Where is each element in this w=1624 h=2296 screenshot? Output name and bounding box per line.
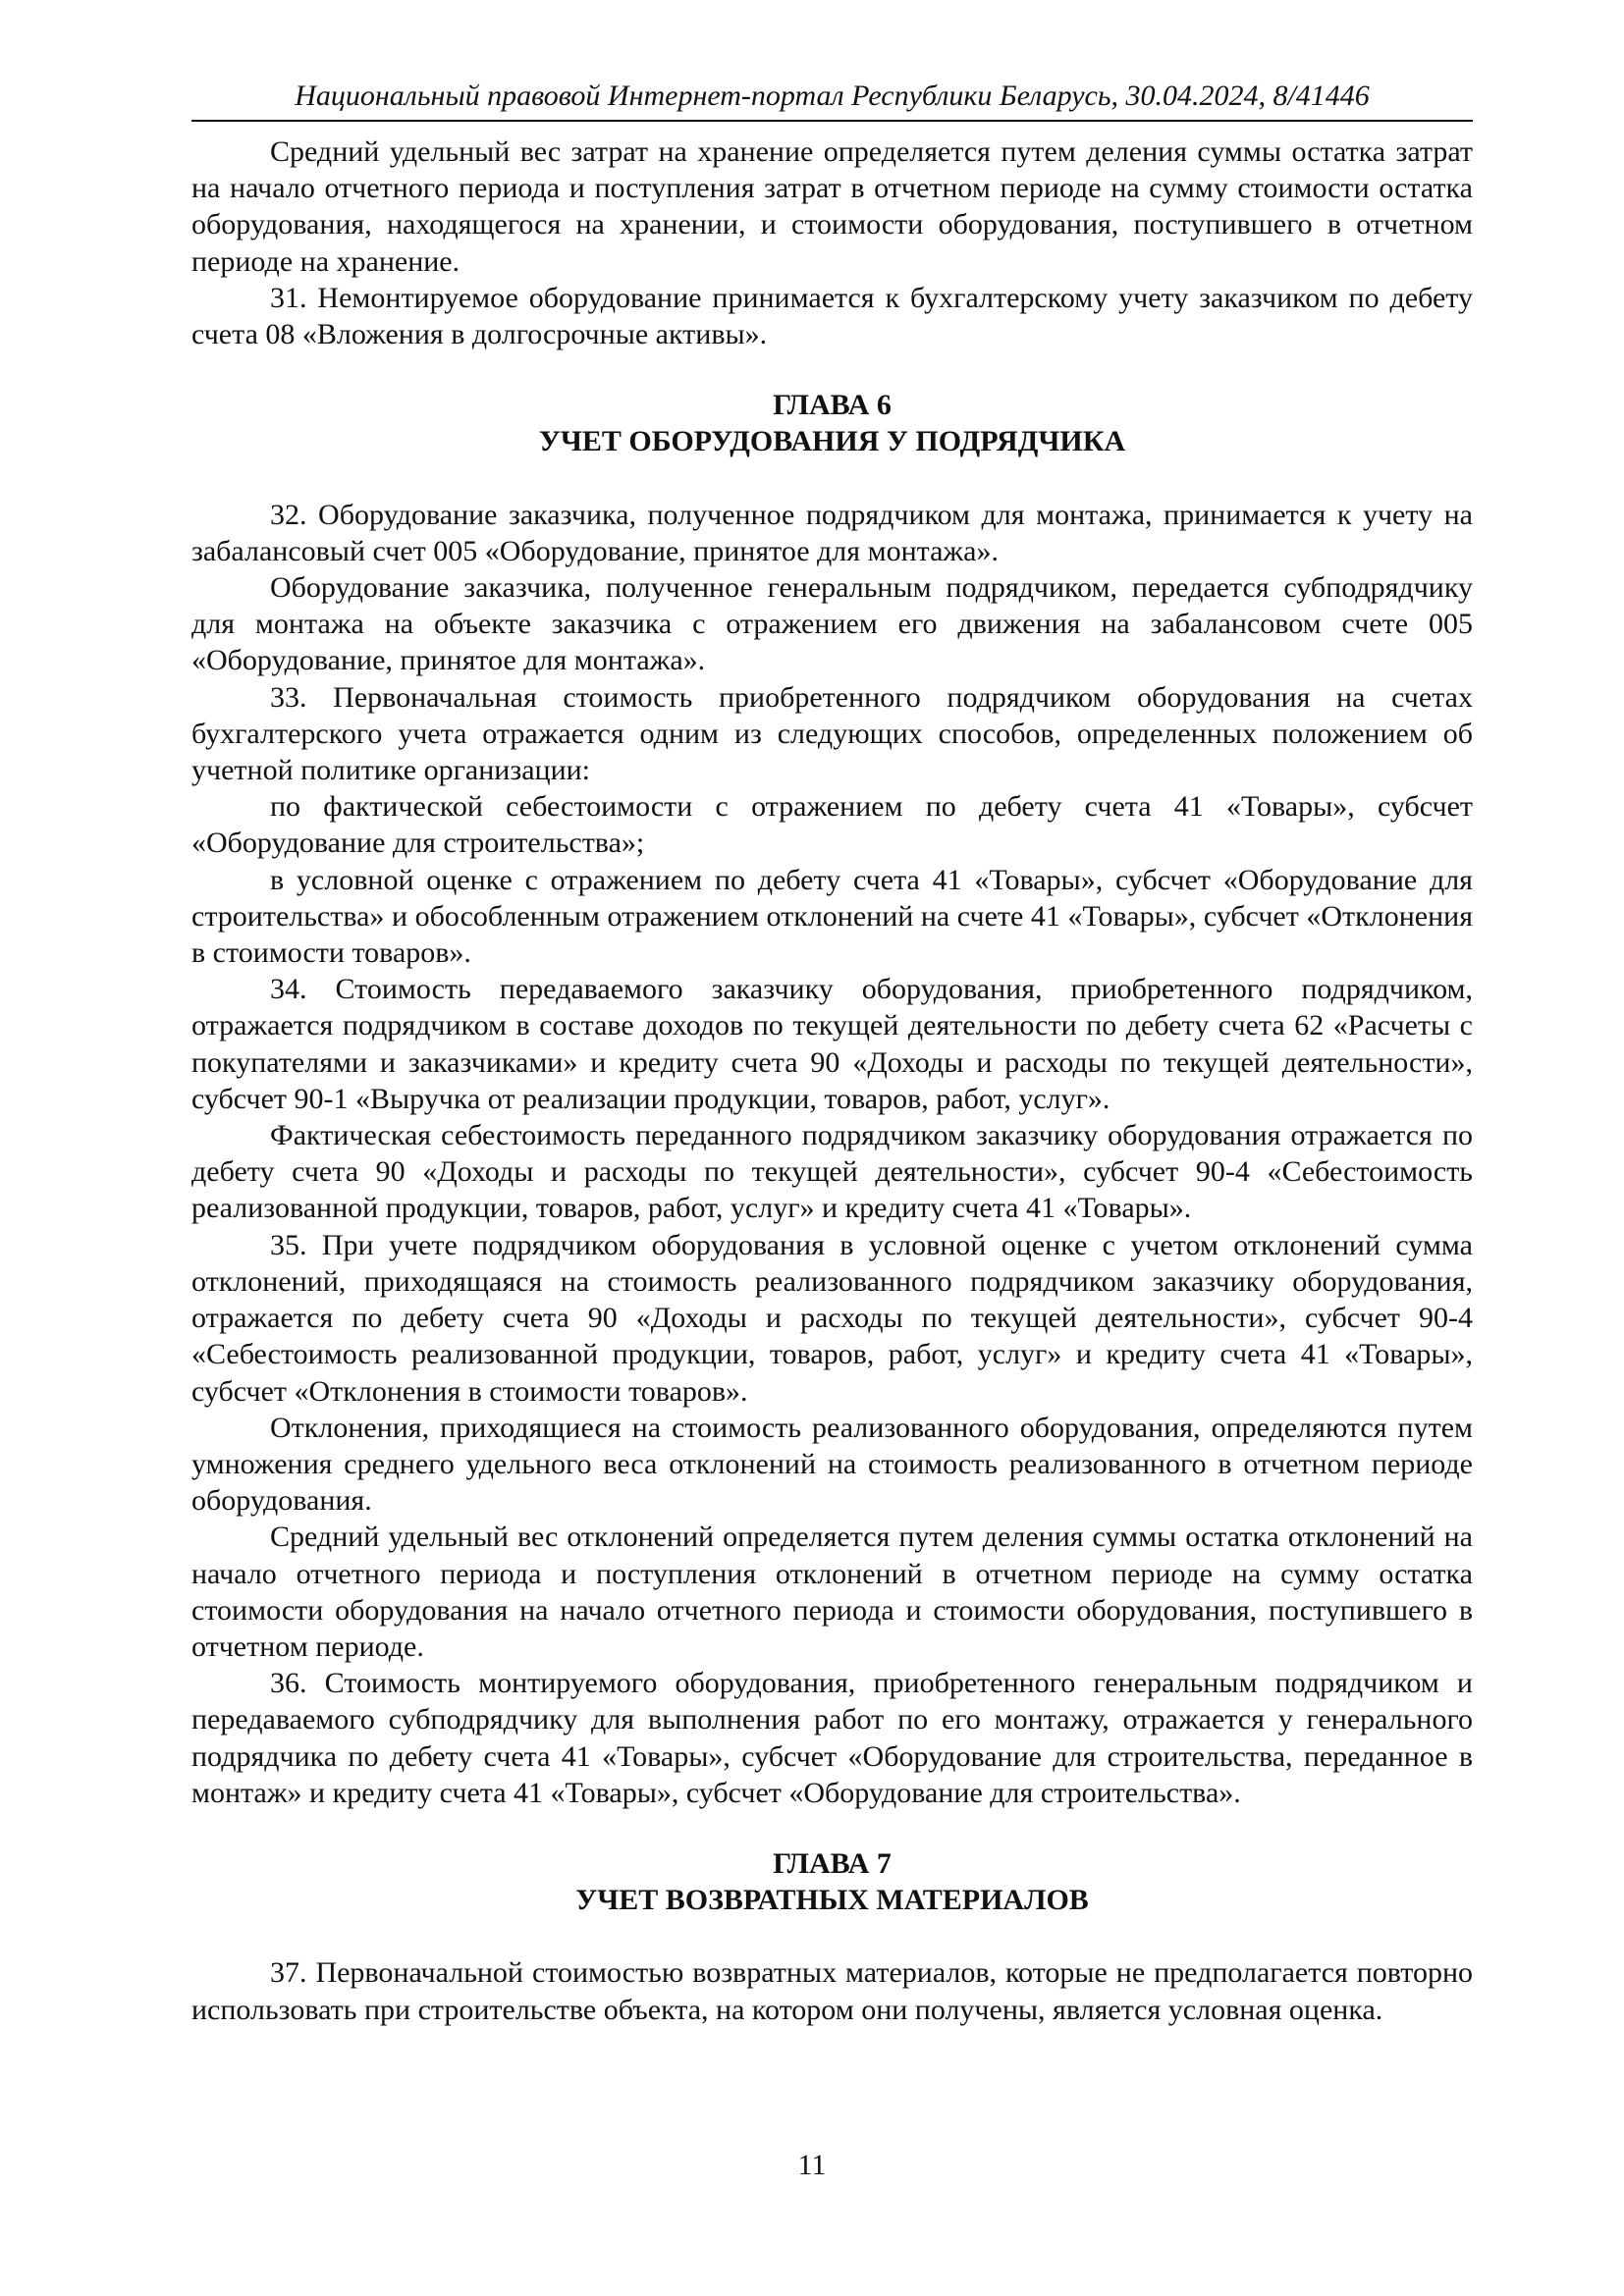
paragraph: 33. Первоначальная стоимость приобретенного подрядчиком оборудования на счетах бухгалтерского учета отражается одним из следующих способов, определенных положением об учетной политике организации:: [191, 680, 1473, 787]
paragraph: Средний удельный вес отклонений определяется путем деления суммы остатка отклонений на начало отчетного периода и поступления отклонений в отчетном периоде на сумму остатка стоимости оборудования на начало отчетного периода и стоимости оборудования, поступившего в отчетном периоде.: [191, 1521, 1473, 1663]
page-header: Национальный правовой Интернет-портал Республики Беларусь, 30.04.2024, 8/41446: [191, 79, 1473, 122]
paragraph: 34. Стоимость передаваемого заказчику оборудования, приобретенного подрядчиком, отражается подрядчиком в составе доходов по текущей деятельности по дебету счета 62 «Расчеты с покупателями и заказчиками» и кредиту счета 90 «Доходы и расходы по текущей деятельности», субсчет 90-1 «Выручка от реализации продукции, товаров, работ, услуг».: [191, 973, 1473, 1115]
paragraph: 37. Первоначальной стоимостью возвратных материалов, которые не предполагается повторно использовать при строительстве объекта, на котором они получены, является условная оценка.: [191, 1956, 1473, 2026]
paragraph: Средний удельный вес затрат на хранение определяется путем деления суммы остатка затрат на начало отчетного периода и поступления затрат в отчетном периоде на сумму стоимости остатка оборудования, находящегося на хранении, и стоимости оборудования, поступившего в отчетном периоде на хранение.: [191, 135, 1473, 278]
paragraph: 36. Стоимость монтируемого оборудования, приобретенного генеральным подрядчиком и передаваемого субподрядчику для выполнения работ по его монтажу, отражается у генерального подрядчика по дебету счета 41 «Товары», субсчет «Оборудование для строительства, переданное в монтаж» и кредиту счета 41 «Товары», субсчет «Оборудование для строительства».: [191, 1667, 1473, 1809]
paragraph: Отклонения, приходящиеся на стоимость реализованного оборудования, определяются путем умножения среднего удельного веса отклонений на стоимость реализованного в отчетном периоде оборудования.: [191, 1411, 1473, 1518]
paragraph: 35. При учете подрядчиком оборудования в условной оценке с учетом отклонений сумма отклонений, приходящаяся на стоимость реализованного подрядчиком заказчику оборудования, отражается по дебету счета 90 «Доходы и расходы по текущей деятельности», субсчет 90-4 «Себестоимость реализованной продукции, товаров, работ, услуг» и кредиту счета 41 «Товары», субсчет «Отклонения в стоимости товаров».: [191, 1228, 1473, 1408]
paragraph: в условной оценке с отражением по дебету счета 41 «Товары», субсчет «Оборудование для строительства» и обособленным отражением отклонений на счете 41 «Товары», субсчет «Отклонения в стоимости товаров».: [191, 863, 1473, 970]
paragraph: 31. Немонтируемое оборудование принимается к бухгалтерскому учету заказчиком по дебету счета 08 «Вложения в долгосрочные активы».: [191, 281, 1473, 351]
paragraph: по фактической себестоимости с отражением по дебету счета 41 «Товары», субсчет «Оборудование для строительства»;: [191, 790, 1473, 860]
page-number: 11: [797, 2149, 827, 2181]
chapter-number: ГЛАВА 7: [773, 1846, 892, 1880]
document-page: [191, 79, 1473, 2028]
chapter-number: ГЛАВА 6: [773, 389, 892, 422]
paragraph: Фактическая себестоимость переданного подрядчиком заказчику оборудования отражается по дебету счета 90 «Доходы и расходы по текущей деятельности», субсчет 90-4 «Себестоимость реализованной продукции, товаров, работ, услуг» и кредиту счета 41 «Товары».: [191, 1119, 1473, 1225]
paragraph: 32. Оборудование заказчика, полученное подрядчиком для монтажа, принимается к учету на забалансовый счет 005 «Оборудование, принятое для монтажа».: [191, 498, 1473, 567]
paragraph: Оборудование заказчика, полученное генеральным подрядчиком, передается субподрядчику для монтажа на объекте заказчика с отражением его движения на забалансовом счете 005 «Оборудование, принятое для монтажа».: [191, 571, 1473, 677]
document-body: [191, 133, 1473, 2028]
chapter-title: УЧЕТ ОБОРУДОВАНИЯ У ПОДРЯДЧИКА: [538, 425, 1126, 458]
chapter-title: УЧЕТ ВОЗВРАТНЫХ МАТЕРИАЛОВ: [575, 1884, 1089, 1917]
